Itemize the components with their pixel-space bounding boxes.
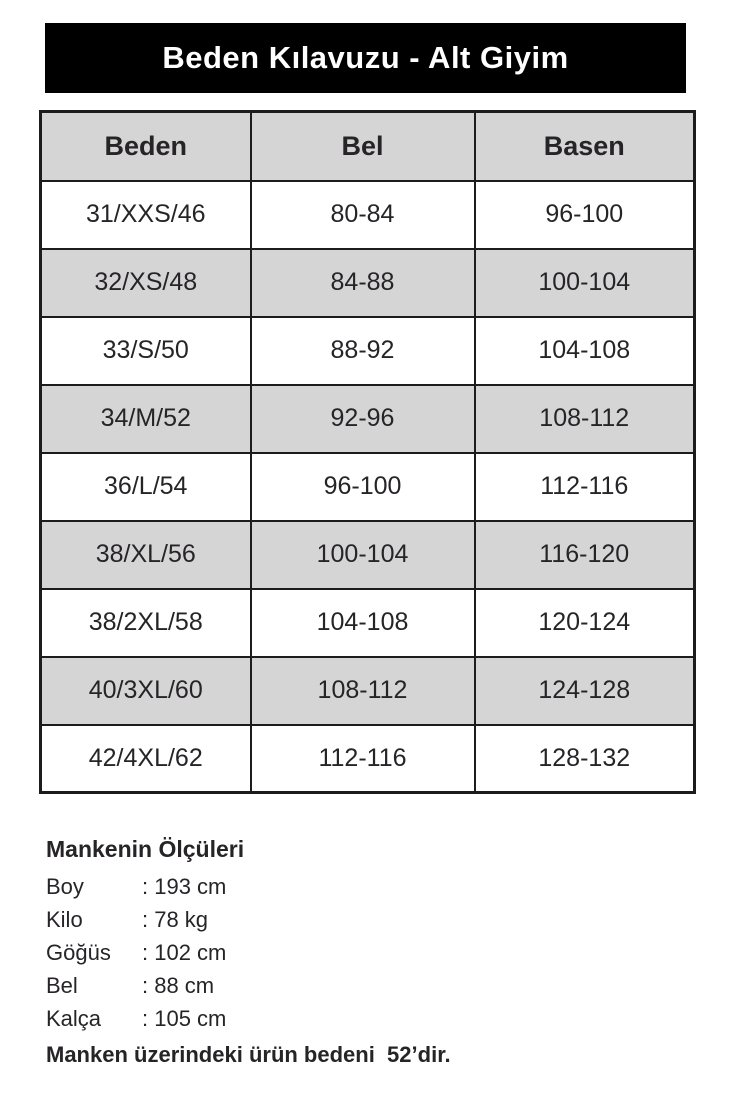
table-cell-waist: 88-92 bbox=[251, 317, 475, 385]
product-size-note: Manken üzerindeki ürün bedeni 52’dir. bbox=[46, 1042, 451, 1067]
table-cell-waist: 108-112 bbox=[251, 657, 475, 725]
measurement-value: : 78 kg bbox=[142, 907, 209, 932]
table-cell-size: 40/3XL/60 bbox=[41, 657, 251, 725]
model-measurements-section bbox=[46, 836, 686, 1068]
measurement-value: : 102 cm bbox=[142, 940, 227, 965]
table-cell-size: 33/S/50 bbox=[41, 317, 251, 385]
table-cell-hip: 116-120 bbox=[475, 521, 695, 589]
table-cell-hip: 104-108 bbox=[475, 317, 695, 385]
measurement-label: Kalça bbox=[46, 1006, 102, 1031]
table-row bbox=[41, 181, 695, 249]
table-cell-waist: 92-96 bbox=[251, 385, 475, 453]
table-cell-waist: 104-108 bbox=[251, 589, 475, 657]
table-row bbox=[41, 657, 695, 725]
measurement-row-bel bbox=[46, 973, 686, 1006]
table-row bbox=[41, 521, 695, 589]
table-header-row bbox=[41, 112, 695, 181]
table-cell-hip: 120-124 bbox=[475, 589, 695, 657]
measurement-row-gogus bbox=[46, 940, 686, 973]
table-cell-size: 34/M/52 bbox=[41, 385, 251, 453]
measurement-row-kilo bbox=[46, 907, 686, 940]
measurement-value: : 193 cm bbox=[142, 874, 227, 899]
table-cell-hip: 100-104 bbox=[475, 249, 695, 317]
table-cell-hip: 108-112 bbox=[475, 385, 695, 453]
model-measurements-heading: Mankenin Ölçüleri bbox=[46, 836, 245, 862]
table-cell-size: 38/XL/56 bbox=[41, 521, 251, 589]
table-cell-size: 31/XXS/46 bbox=[41, 181, 251, 249]
table-cell-hip: 96-100 bbox=[475, 181, 695, 249]
table-cell-hip: 124-128 bbox=[475, 657, 695, 725]
table-cell-size: 36/L/54 bbox=[41, 453, 251, 521]
table-row bbox=[41, 589, 695, 657]
table-cell-waist: 80-84 bbox=[251, 181, 475, 249]
measurement-value: : 105 cm bbox=[142, 1006, 227, 1031]
table-cell-size: 42/4XL/62 bbox=[41, 725, 251, 793]
table-row bbox=[41, 385, 695, 453]
title-banner bbox=[45, 23, 686, 93]
table-cell-size: 32/XS/48 bbox=[41, 249, 251, 317]
table-cell-hip: 128-132 bbox=[475, 725, 695, 793]
measurement-value: : 88 cm bbox=[142, 973, 215, 998]
measurement-row-boy bbox=[46, 874, 686, 907]
table-row bbox=[41, 725, 695, 793]
table-cell-hip: 112-116 bbox=[475, 453, 695, 521]
page-title: Beden Kılavuzu - Alt Giyim bbox=[162, 40, 569, 75]
table-cell-waist: 84-88 bbox=[251, 249, 475, 317]
table-row bbox=[41, 249, 695, 317]
column-header-basen: Basen bbox=[475, 112, 695, 181]
size-table bbox=[39, 110, 696, 794]
measurement-label: Boy bbox=[46, 874, 84, 899]
measurement-label: Kilo bbox=[46, 907, 83, 932]
column-header-beden: Beden bbox=[41, 112, 251, 181]
table-row bbox=[41, 317, 695, 385]
table-row bbox=[41, 453, 695, 521]
column-header-bel: Bel bbox=[251, 112, 475, 181]
table-cell-size: 38/2XL/58 bbox=[41, 589, 251, 657]
measurement-label: Bel bbox=[46, 973, 78, 998]
measurement-label: Göğüs bbox=[46, 940, 111, 965]
table-cell-waist: 96-100 bbox=[251, 453, 475, 521]
measurement-row-kalca bbox=[46, 1006, 686, 1039]
table-cell-waist: 100-104 bbox=[251, 521, 475, 589]
table-cell-waist: 112-116 bbox=[251, 725, 475, 793]
